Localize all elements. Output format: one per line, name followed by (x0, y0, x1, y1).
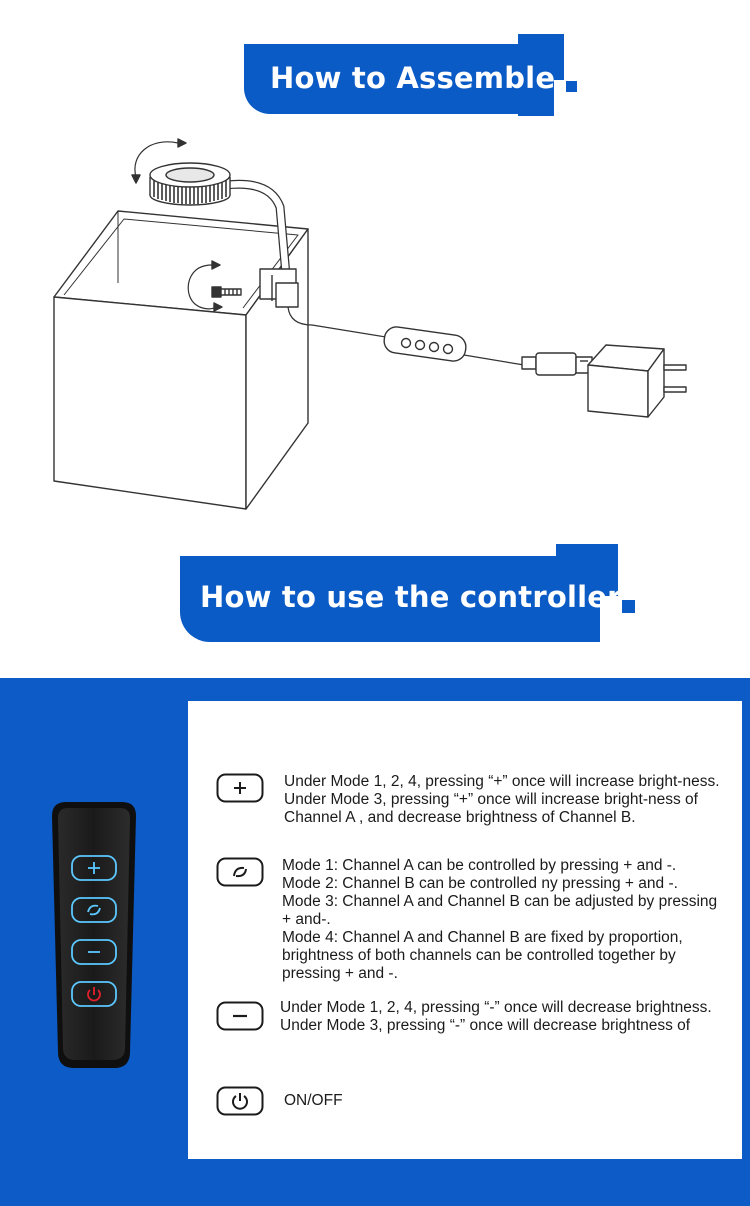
plus-icon (216, 773, 264, 803)
minus-icon (216, 1001, 264, 1031)
controller-section (0, 678, 750, 1206)
plus-description (284, 773, 728, 827)
mode-row (216, 857, 728, 987)
mode-line-4: Mode 4: Channel A and Channel B are fixed by proportion, brightness of both channels can be controlled together by pressing + and -. (282, 929, 683, 982)
mode-cycle-icon (216, 857, 264, 887)
power-label: ON/OFF (284, 1092, 343, 1109)
assemble-banner (244, 34, 584, 124)
mode-line-1: Mode 1: Channel A can be controlled by pressing + and -. (282, 857, 677, 874)
inline-controller (383, 325, 468, 362)
light-head (150, 163, 230, 205)
assembly-illustration (40, 125, 720, 525)
aquarium-tank (54, 211, 308, 509)
plus-row (216, 773, 728, 845)
power-row (216, 1086, 728, 1118)
decorative-square-small (622, 600, 635, 613)
minus-row (216, 999, 728, 1057)
mode-line-3: Mode 3: Channel A and Channel B can be adjusted by pressing + and-. (282, 893, 718, 928)
usb-plug (522, 353, 592, 375)
mode-line-2: Mode 2: Channel B can be controlled ny pressing + and -. (282, 875, 678, 892)
power-adapter (588, 345, 686, 417)
clamp-screw (212, 287, 241, 297)
plus-line-2: Under Mode 3, pressing “+” once will increase bright-ness of Channel A , and decrease brightness of Channel B. (284, 791, 698, 826)
instructions-card (188, 701, 742, 1159)
controller-heading: How to use the controller (200, 580, 622, 614)
remote-controller (50, 798, 138, 1070)
minus-line-1: Under Mode 1, 2, 4, pressing “-” once will decrease brightness. Under Mode 3, pressing “-” once will decrease brightness of (280, 999, 712, 1034)
assemble-heading: How to Assemble (270, 61, 556, 95)
decorative-square-small (566, 81, 577, 92)
minus-description (280, 999, 718, 1035)
power-icon (216, 1086, 264, 1116)
plus-line-1: Under Mode 1, 2, 4, pressing “+” once will increase bright-ness. (284, 773, 720, 790)
mode-description (282, 857, 728, 983)
controller-banner (180, 544, 650, 644)
